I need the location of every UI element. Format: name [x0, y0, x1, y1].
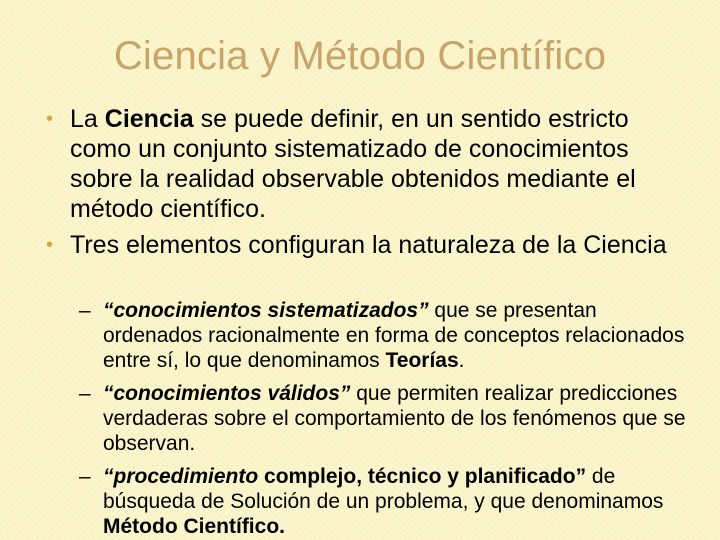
sub-item-emphasis: complejo, técnico y planificado” [258, 465, 587, 488]
sub-item-text: de búsqueda de Solución de un problema, y que denominamos [103, 465, 664, 513]
dash-icon: – [79, 382, 91, 405]
sub-item-sistematizados [79, 298, 693, 373]
sub-item-text: que permiten realizar predicciones verdaderas sobre el comportamiento de los fenómenos que se observan. [103, 382, 686, 455]
sub-item-term: “conocimientos sistematizados” [103, 299, 429, 322]
bullet-icon: • [46, 234, 54, 256]
dash-icon: – [79, 299, 91, 322]
elements-text: Tres elementos configuran la naturaleza de la Ciencia [70, 231, 667, 259]
sub-item-validos [79, 381, 693, 456]
sub-item-end: . [458, 349, 465, 372]
bullet-elements [46, 230, 690, 260]
bullet-definition [46, 104, 690, 224]
sub-item-term: “procedimiento [103, 465, 259, 488]
sub-item-emphasis: Teorías [385, 349, 459, 372]
bullet-icon: • [46, 108, 54, 130]
dash-icon: – [79, 465, 91, 488]
definition-text: se puede definir, en un sentido estricto como un conjunto sistematizado de conocimientos sobre la realidad observable obtenidos mediante el método científico. [70, 105, 636, 223]
sub-item-text: que se presentan ordenados racionalmente en forma de conceptos relacionados entre sí, lo que denominamos [103, 299, 685, 372]
definition-pre: La [70, 105, 105, 133]
sub-item-method: Método Científico. [103, 515, 285, 538]
sub-item-procedimiento [79, 464, 693, 539]
slide-title: Ciencia y Método Científico [113, 34, 607, 78]
sub-item-term: “conocimientos válidos” [103, 382, 351, 405]
definition-term: Ciencia [104, 105, 194, 133]
